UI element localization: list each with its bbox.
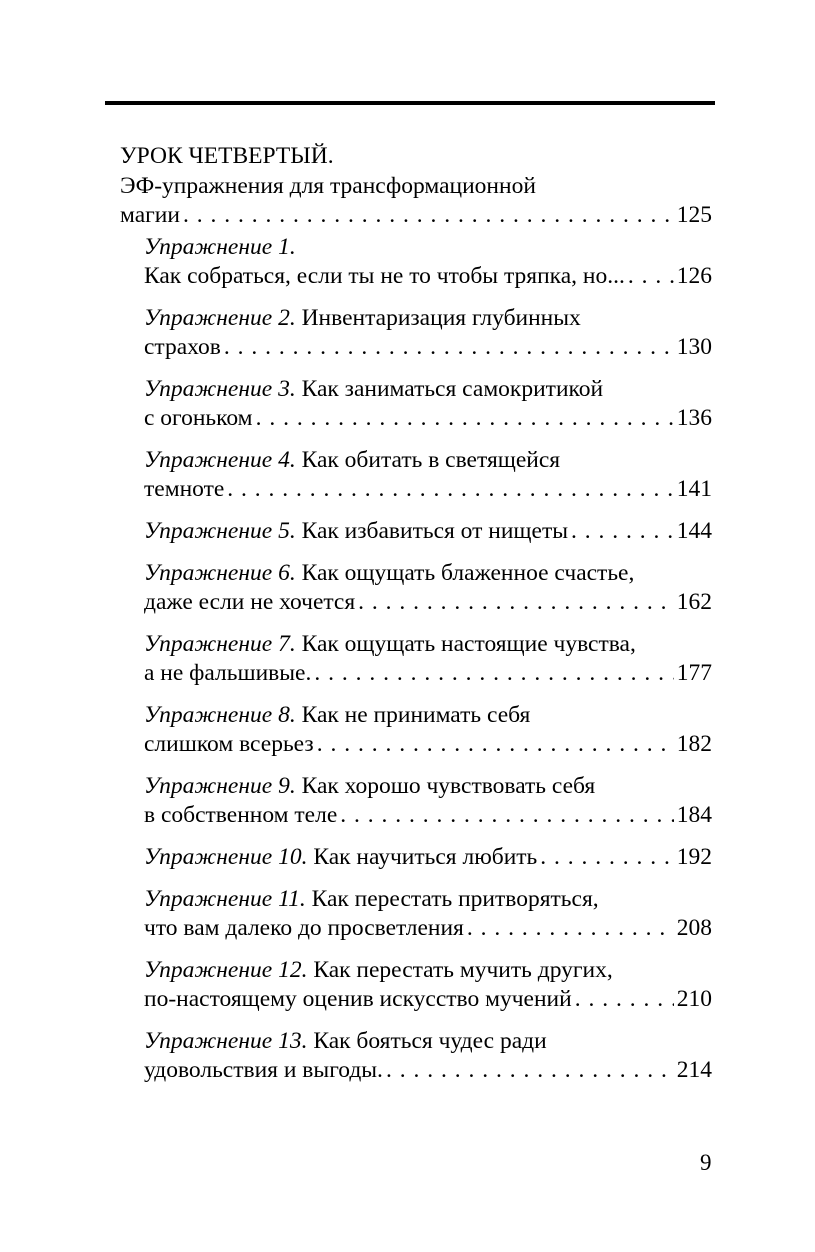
exercise-label: Упражнение 1.	[144, 234, 296, 260]
toc-entry-heading	[144, 843, 537, 872]
toc-entry-heading	[144, 517, 568, 546]
toc-entry-first-line	[144, 304, 712, 333]
top-rule	[105, 101, 715, 105]
exercise-title-continued: с огоньком	[144, 405, 253, 431]
toc-entry	[144, 772, 712, 830]
toc-entry	[144, 304, 712, 362]
exercise-page-number: 192	[676, 844, 712, 870]
toc-entry-first-line	[144, 701, 712, 730]
section-subtitle-line	[120, 201, 712, 230]
page-number: 9	[700, 1150, 712, 1175]
exercise-title: Как ощущать блаженное счастье,	[301, 560, 635, 586]
exercise-title: Как бояться чудес ради	[313, 1028, 547, 1054]
exercise-label: Упражнение 3.	[144, 376, 296, 402]
exercise-title: Как перестать притворяться,	[311, 886, 599, 912]
exercise-title: Инвентаризация глубинных	[301, 305, 581, 331]
section-subtitle-end: магии	[120, 202, 180, 228]
dot-leader	[540, 843, 673, 872]
exercise-label: Упражнение 11.	[144, 886, 306, 912]
exercise-page-number: 177	[676, 660, 712, 686]
exercise-label: Упражнение 10.	[144, 844, 308, 870]
toc-entry	[144, 885, 712, 943]
toc-entry	[144, 233, 712, 291]
toc-entry	[144, 843, 712, 872]
exercise-title: Как заниматься самокритикой	[301, 376, 604, 402]
exercise-label: Упражнение 2.	[144, 305, 296, 331]
dot-leader	[628, 262, 674, 291]
toc-entry-first-line	[144, 233, 712, 262]
toc-entry-second-line	[144, 404, 712, 433]
toc-entry-heading	[144, 1028, 547, 1054]
exercise-page-number: 162	[676, 589, 712, 615]
toc-entry-first-line	[144, 956, 712, 985]
toc-entry-first-line	[144, 517, 712, 546]
exercise-title: Как научиться любить	[313, 844, 538, 870]
section-title: УРОК ЧЕТВЕРТЫЙ.	[120, 143, 334, 169]
toc-entry-heading	[144, 957, 613, 983]
exercise-title-continued: даже если не хочется	[144, 589, 356, 615]
exercise-page-number: 144	[676, 518, 712, 544]
dot-leader	[571, 517, 674, 546]
dot-leader	[317, 730, 674, 759]
toc-entry-first-line	[144, 630, 712, 659]
toc-entry	[144, 701, 712, 759]
exercise-page-number: 141	[676, 476, 712, 502]
dot-leader	[467, 914, 674, 943]
toc-entry-first-line	[144, 375, 712, 404]
toc-entry	[144, 375, 712, 433]
toc-entry-second-line	[144, 914, 712, 943]
toc-entry-second-line	[144, 730, 712, 759]
toc-entry-second-line	[144, 588, 712, 617]
exercise-label: Упражнение 5.	[144, 518, 296, 544]
toc-entry-first-line	[144, 559, 712, 588]
exercise-title-continued: что вам далеко до просветления	[144, 915, 464, 941]
toc-entry	[144, 630, 712, 688]
exercise-label: Упражнение 8.	[144, 702, 296, 728]
exercise-label: Упражнение 6.	[144, 560, 296, 586]
exercise-page-number: 126	[676, 263, 712, 289]
exercise-title-continued: страхов	[144, 334, 221, 360]
toc-entry-second-line	[144, 659, 712, 688]
dot-leader	[340, 801, 673, 830]
dot-leader	[358, 588, 674, 617]
toc-entry-first-line	[144, 885, 712, 914]
toc-entry-first-line	[144, 446, 712, 475]
exercise-title: Как обитать в светящейся	[301, 447, 561, 473]
exercise-label: Упражнение 4.	[144, 447, 296, 473]
exercise-title-continued: слишком всерьез	[144, 731, 314, 757]
exercise-label: Упражнение 12.	[144, 957, 308, 983]
toc-entry	[144, 559, 712, 617]
toc-entry-heading	[144, 886, 599, 912]
exercise-page-number: 184	[676, 802, 712, 828]
exercise-title-continued: по-настоящему оценив искусство мучений	[144, 986, 572, 1012]
section-page-number: 125	[676, 202, 712, 228]
exercise-page-number: 130	[676, 334, 712, 360]
table-of-contents	[120, 142, 712, 1085]
dot-leader	[183, 201, 674, 230]
toc-entry-heading	[144, 702, 530, 728]
toc-entry-heading	[144, 560, 634, 586]
exercise-page-number: 182	[676, 731, 712, 757]
exercise-label: Упражнение 9.	[144, 773, 296, 799]
exercise-title-continued: Как собраться, если ты не то чтобы тряпка, но...	[144, 263, 625, 289]
toc-entry-second-line	[144, 333, 712, 362]
exercise-title: Как ощущать настоящие чувства,	[301, 631, 636, 657]
toc-entry-second-line	[144, 801, 712, 830]
exercise-title: Как перестать мучить других,	[313, 957, 613, 983]
toc-entry-second-line	[144, 475, 712, 504]
exercise-label: Упражнение 13.	[144, 1028, 308, 1054]
exercise-list	[120, 233, 712, 1085]
toc-entry-heading	[144, 376, 603, 402]
toc-entry-heading	[144, 773, 595, 799]
exercise-title: Как избавиться от нищеты	[301, 518, 569, 544]
dot-leader	[575, 985, 674, 1014]
exercise-page-number: 208	[676, 915, 712, 941]
toc-entry	[144, 956, 712, 1014]
exercise-page-number: 136	[676, 405, 712, 431]
exercise-title-continued: темноте	[144, 476, 225, 502]
toc-entry-second-line	[144, 1056, 712, 1085]
exercise-title-continued: удовольствия и выгоды.	[144, 1057, 383, 1083]
toc-entry-heading	[144, 305, 581, 331]
section-subtitle: ЭФ-упражнения для трансформационной	[120, 173, 536, 199]
toc-entry	[144, 446, 712, 504]
exercise-title: Как хорошо чувствовать себя	[301, 773, 596, 799]
toc-entry-first-line	[144, 772, 712, 801]
toc-entry-first-line	[144, 1027, 712, 1056]
exercise-title-continued: а не фальшивые.	[144, 660, 312, 686]
toc-entry-heading	[144, 631, 636, 657]
toc-entry-heading	[144, 234, 296, 260]
exercise-label: Упражнение 7.	[144, 631, 296, 657]
toc-entry-second-line	[144, 985, 712, 1014]
exercise-title: Как не принимать себя	[301, 702, 531, 728]
toc-entry	[144, 517, 712, 546]
exercise-title-continued: в собственном теле	[144, 802, 338, 828]
dot-leader	[224, 333, 674, 362]
toc-entry	[144, 1027, 712, 1085]
dot-leader	[227, 475, 673, 504]
exercise-page-number: 210	[676, 986, 712, 1012]
exercise-page-number: 214	[676, 1057, 712, 1083]
toc-entry-heading	[144, 447, 560, 473]
toc-entry-second-line	[144, 262, 712, 291]
dot-leader	[386, 1056, 674, 1085]
toc-entry-first-line	[144, 843, 712, 872]
dot-leader	[314, 659, 673, 688]
dot-leader	[256, 404, 674, 433]
